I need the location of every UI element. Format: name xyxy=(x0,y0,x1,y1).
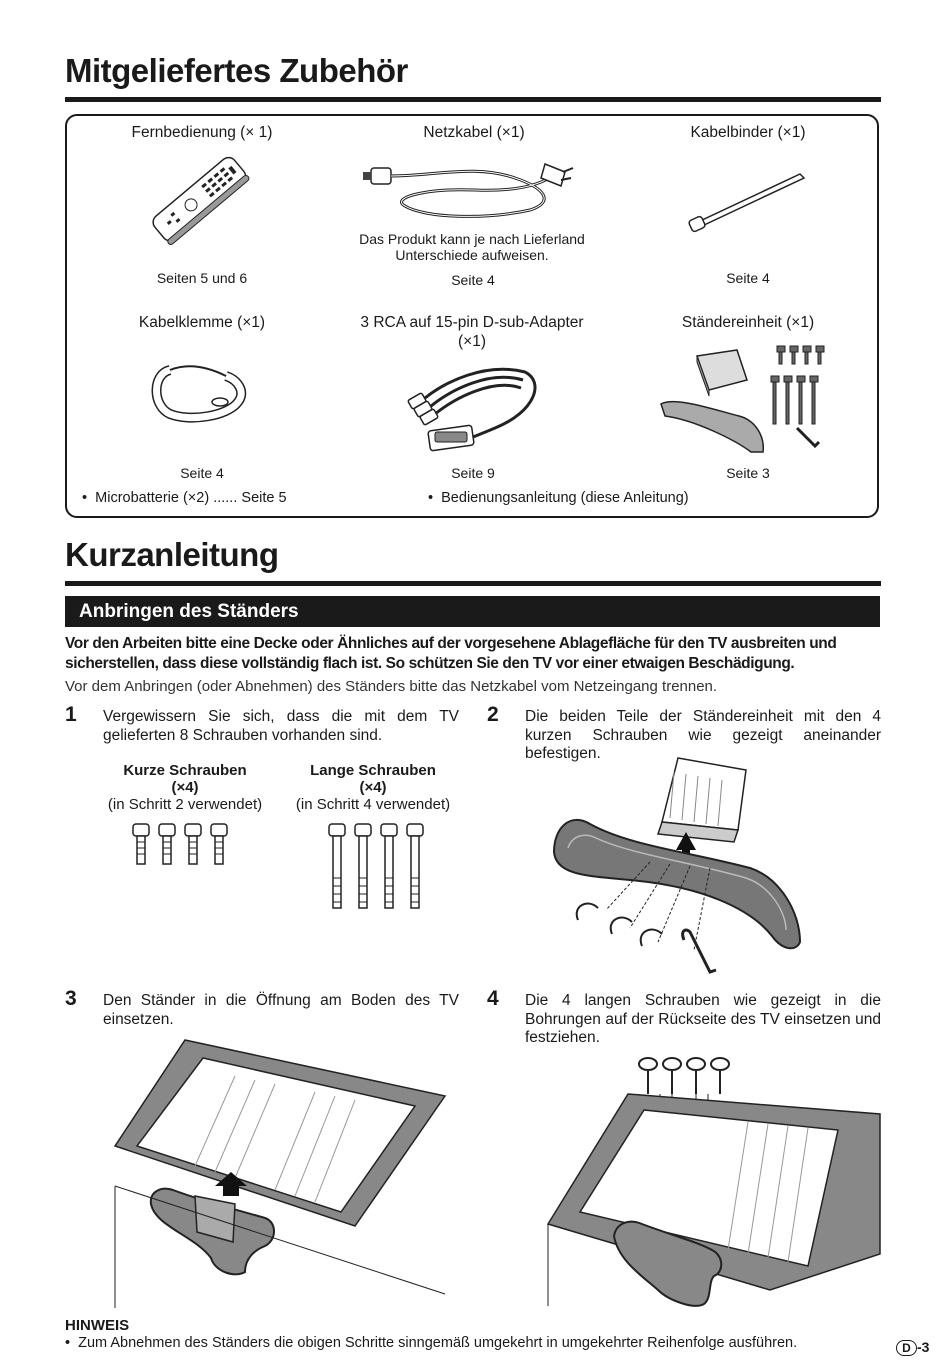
item-name-stand-unit: Ständereinheit (×1) xyxy=(681,314,815,331)
item-ref-cable-tie: Seite 4 xyxy=(726,270,770,286)
long-screws-title: Lange Schrauben xyxy=(310,762,436,779)
step-2-text: Die beiden Teile der Ständereinheit mit den 4 kurzen Schrauben wie gezeigt aneinander befestigen. xyxy=(525,708,881,762)
stand-unit-illustration xyxy=(655,340,830,460)
step-1-text: Vergewissern Sie sich, dass die mit dem TV gelieferten 8 Schrauben vorhanden sind. xyxy=(103,708,459,744)
item-name-cable-tie: Kabelbinder (×1) xyxy=(690,124,806,141)
item-name-remote: Fernbedienung (× 1) xyxy=(131,124,273,141)
cable-clamp-illustration xyxy=(150,356,250,428)
item-ref-power-cable: Seite 4 xyxy=(451,272,495,288)
short-screws-note: (in Schritt 2 verwendet) xyxy=(107,796,263,813)
long-screws-illustration xyxy=(326,822,426,914)
page-number xyxy=(896,1339,929,1356)
subsection-heading: Anbringen des Ständers xyxy=(65,596,880,627)
step-2-number: 2 xyxy=(487,703,499,726)
step-2-illustration xyxy=(550,752,810,982)
long-screws-count: (×4) xyxy=(359,779,387,796)
step-4-number: 4 xyxy=(487,987,499,1010)
remote-control-illustration xyxy=(150,150,250,250)
page-number-value: -3 xyxy=(917,1339,930,1355)
hinweis-text-content: Zum Abnehmen des Ständers die obigen Schritte sinngemäß umgekehrt in umgekehrter Reihenfolge ausführen. xyxy=(78,1335,798,1351)
item-name-cable-clamp: Kabelklemme (×1) xyxy=(138,314,266,331)
short-screws-count: (×4) xyxy=(171,779,199,796)
item-ref-stand-unit: Seite 3 xyxy=(726,465,770,481)
power-cable-note: Das Produkt kann je nach Lieferland Unterschiede aufweisen. xyxy=(359,231,585,263)
step-1-number: 1 xyxy=(65,703,77,726)
item-name-adapter: 3 RCA auf 15-pin D-sub-Adapter (×1) xyxy=(360,314,584,350)
page-letter: D xyxy=(896,1340,917,1356)
bullet-batteries: • Microbatterie (×2) ...... Seite 5 xyxy=(82,490,287,506)
rca-adapter-illustration xyxy=(405,362,545,458)
long-screws-note: (in Schritt 4 verwendet) xyxy=(295,796,451,813)
power-cable-illustration xyxy=(365,158,575,222)
power-note: Vor dem Anbringen (oder Abnehmen) des Ständers bitte das Netzkabel vom Netzeingang trennen. xyxy=(65,678,718,695)
title-rule xyxy=(65,97,881,102)
warning-text: Vor den Arbeiten bitte eine Decke oder Ähnliches auf der vorgesehene Ablagefläche für den TV ausbreiten und sicherstellen, dass diese vollständig flach ist. So schützen Sie den TV vor einer etwaigen Beschädigung. xyxy=(65,635,837,672)
item-name-power-cable: Netzkabel (×1) xyxy=(423,124,525,141)
short-screws-illustration xyxy=(130,822,230,872)
cable-tie-illustration xyxy=(688,170,808,236)
quickguide-rule xyxy=(65,581,881,586)
short-screws-label xyxy=(100,762,270,813)
step-4-illustration xyxy=(548,1054,880,1310)
step-3-text: Den Ständer in die Öffnung am Boden des TV einsetzen. xyxy=(103,992,459,1028)
item-ref-cable-clamp: Seite 4 xyxy=(180,465,224,481)
section-title-accessories: Mitgeliefertes Zubehör xyxy=(65,52,408,89)
step-4-text: Die 4 langen Schrauben wie gezeigt in die Bohrungen auf der Rückseite des TV einsetzen und festziehen. xyxy=(525,992,881,1046)
bullet-manual: • Bedienungsanleitung (diese Anleitung) xyxy=(428,490,689,506)
long-screws-label xyxy=(288,762,458,813)
hinweis-title: HINWEIS xyxy=(65,1317,130,1334)
item-ref-adapter: Seite 9 xyxy=(451,465,495,481)
bullet-batteries-text: Microbatterie (×2) ...... Seite 5 xyxy=(95,490,287,506)
step-3-illustration xyxy=(115,1036,445,1308)
hinweis-text: • Zum Abnehmen des Ständers die obigen Schritte sinngemäß umgekehrt in umgekehrter Reihenfolge ausführen. xyxy=(65,1335,798,1351)
section-title-quickguide: Kurzanleitung xyxy=(65,536,279,573)
short-screws-title: Kurze Schrauben xyxy=(123,762,247,779)
bullet-manual-text: Bedienungsanleitung (diese Anleitung) xyxy=(441,490,689,506)
item-ref-remote: Seiten 5 und 6 xyxy=(156,270,248,286)
step-3-number: 3 xyxy=(65,987,77,1010)
